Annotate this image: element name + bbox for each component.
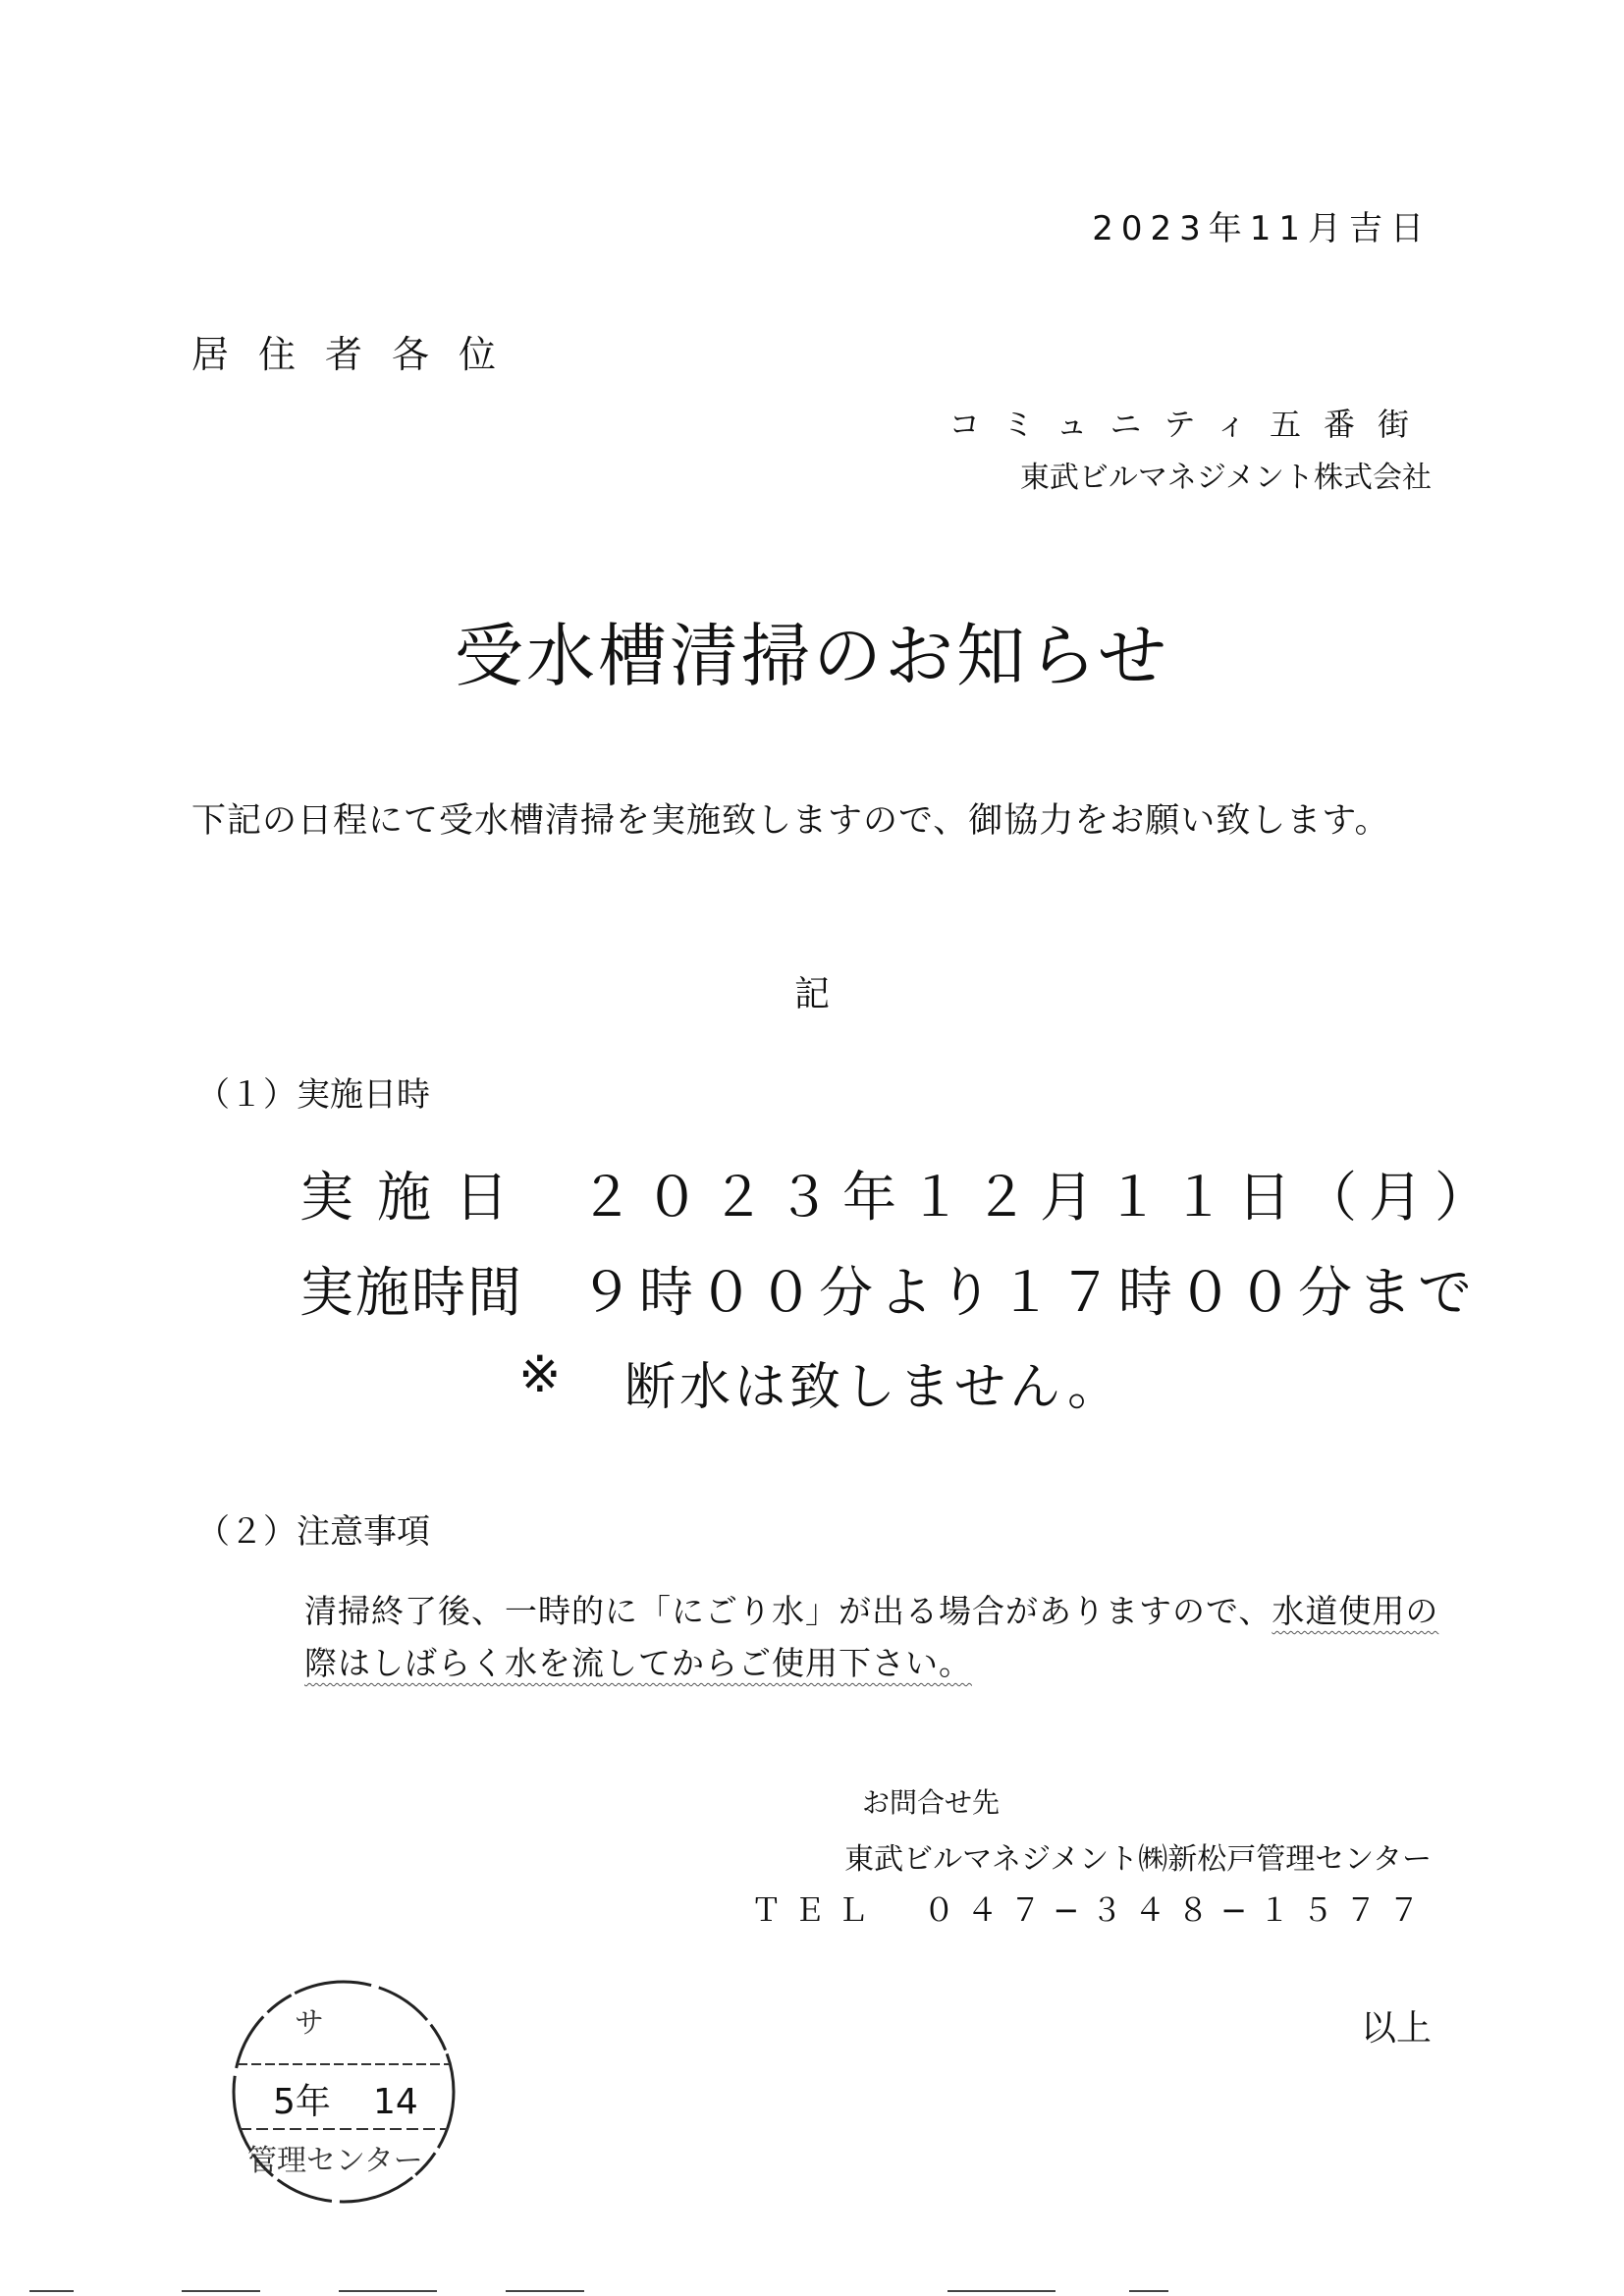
caution-line-2 (304, 1638, 972, 1684)
contact-company: 東武ビルマネジメント㈱新松戸管理センター (844, 1842, 1432, 1877)
scan-edge-line (29, 2290, 74, 2292)
section1-heading: （１）実施日時 (196, 1075, 430, 1115)
note-mark: ※ (518, 1345, 562, 1404)
scan-edge-line (339, 2290, 437, 2292)
received-date-stamp (226, 1974, 461, 2210)
contact-tel: ＴＥＬ ０４７−３４８−１５７７ (750, 1891, 1432, 1929)
scan-edge-line (506, 2290, 584, 2292)
date-value: ２０２３年１２月１１日（月） (579, 1166, 1501, 1229)
no-water-outage-note: 断水は致しません。 (624, 1358, 1123, 1417)
caution-line-1-underlined: 水道使用の (1272, 1592, 1439, 1630)
caution-line-2-text: 際はしばらく水を流してからご使用下さい。 (304, 1644, 972, 1682)
caution-line-1 (304, 1586, 1438, 1632)
issue-date: 2023年11月吉日 (1092, 209, 1432, 248)
time-label: 実施時間 (299, 1261, 524, 1324)
closing-mark: 以上 (1360, 2008, 1432, 2049)
ki-mark: 記 (793, 974, 830, 1014)
time-value: ９時００分より１７時００分まで (579, 1261, 1479, 1324)
scan-edge-line (182, 2290, 260, 2292)
contact-heading: お問合せ先 (862, 1786, 1001, 1819)
intro-text: 下記の日程にて受水槽清掃を実施致しますので、御協力をお願い致します。 (191, 801, 1390, 841)
notice-title: 受水槽清掃のお知らせ (455, 616, 1169, 696)
sender-community: コミュニティ五番街 (948, 406, 1432, 443)
stamp-bottom-text: 管理センター (247, 2144, 423, 2178)
date-label: 実施日 (299, 1166, 533, 1229)
stamp-year: 5年 (273, 2082, 331, 2122)
caution-line-1-text: 清掃終了後、一時的に「にごり水」が出る場合がありますので、 (304, 1592, 1272, 1630)
sender-company: 東武ビルマネジメント株式会社 (1019, 461, 1432, 495)
stamp-top-text: サ (295, 2006, 324, 2041)
stamp-day: 14 (373, 2082, 418, 2122)
scan-edge-line (947, 2290, 1056, 2292)
scan-edge-line (1129, 2290, 1168, 2292)
section2-heading: （２）注意事項 (196, 1512, 430, 1552)
addressee: 居住者各位 (191, 333, 526, 376)
